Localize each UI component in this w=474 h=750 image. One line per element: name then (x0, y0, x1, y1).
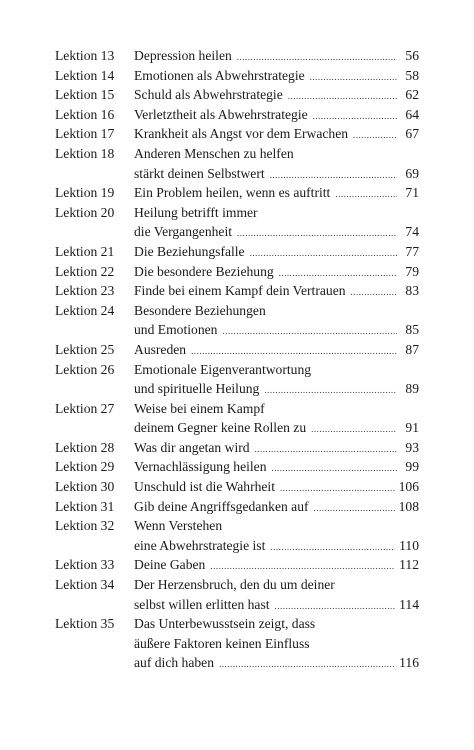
lesson-title: Weise bei einem Kampf (134, 400, 265, 416)
lesson-title: Verletztheit als Abwehrstrategie (134, 106, 308, 122)
lesson-title: Das Unterbewusstsein zeigt, dass (134, 616, 316, 632)
toc-text (134, 418, 419, 440)
lesson-label: Lektion 13 (55, 48, 115, 63)
toc-text (134, 653, 419, 675)
page-number: 93 (405, 439, 419, 455)
page-number: 79 (405, 263, 419, 279)
toc-entry (0, 516, 474, 555)
page-number: 89 (405, 381, 419, 397)
page-number: 116 (399, 655, 419, 671)
lesson-label: Lektion 20 (55, 204, 115, 220)
lesson-label: Lektion 16 (55, 106, 115, 122)
toc-text (134, 457, 419, 479)
lesson-label: Lektion 21 (55, 243, 115, 259)
lesson-label: Lektion 25 (55, 341, 115, 357)
toc-text (134, 66, 419, 88)
toc-entry (0, 203, 474, 242)
lesson-title: Anderen Menschen zu helfen (134, 145, 294, 161)
lesson-title: stärkt deinen Selbstwert (134, 165, 265, 181)
lesson-title: Unschuld ist die Wahrheit (134, 479, 275, 495)
page-number: 83 (405, 283, 419, 299)
lesson-label: Lektion 18 (55, 145, 115, 161)
lesson-label: Lektion 28 (55, 439, 115, 455)
toc-line (0, 144, 474, 164)
page-number: 99 (405, 459, 419, 475)
page-number: 67 (405, 126, 419, 142)
toc-text (134, 360, 419, 380)
toc-line (0, 105, 474, 125)
toc-line (0, 281, 474, 301)
lesson-title: Die besondere Beziehung (134, 263, 274, 279)
toc-entry (0, 614, 474, 673)
lesson-label: Lektion 14 (55, 67, 115, 83)
toc-line (0, 66, 474, 86)
toc-text (134, 164, 419, 186)
page-number: 114 (399, 596, 419, 612)
toc-text (134, 634, 419, 654)
page-number: 62 (405, 87, 419, 103)
page-number: 91 (405, 420, 419, 436)
toc-text (134, 340, 419, 362)
toc-line (0, 46, 474, 66)
toc-entry (0, 183, 474, 203)
toc-text (134, 203, 419, 223)
toc-text (134, 222, 419, 244)
lesson-title: Deine Gaben (134, 557, 206, 573)
toc-text (134, 438, 419, 460)
toc-entry (0, 575, 474, 614)
toc-entry (0, 85, 474, 105)
page-number: 87 (405, 341, 419, 357)
toc-entry (0, 66, 474, 86)
lesson-title: Emotionale Eigenverantwortung (134, 361, 312, 377)
page-number: 74 (405, 224, 419, 240)
lesson-label: Lektion 27 (55, 400, 115, 416)
toc-line (0, 595, 474, 615)
lesson-title: Vernachlässigung heilen (134, 459, 267, 475)
lesson-label: Lektion 32 (55, 518, 115, 534)
toc-entry (0, 360, 474, 399)
toc-text (134, 536, 419, 558)
toc-entry (0, 262, 474, 282)
lesson-title: Ein Problem heilen, wenn es auftritt (134, 185, 331, 201)
table-of-contents (0, 46, 474, 673)
lesson-label: Lektion 26 (55, 361, 115, 377)
lesson-label: Lektion 34 (55, 577, 115, 593)
toc-entry (0, 144, 474, 183)
lesson-title: Schuld als Abwehrstrategie (134, 87, 283, 103)
toc-line (0, 614, 474, 634)
lesson-label: Lektion 23 (55, 283, 115, 299)
toc-line (0, 536, 474, 556)
toc-text (134, 281, 419, 303)
page-number: 110 (399, 537, 419, 553)
toc-text (134, 497, 419, 519)
toc-text (134, 85, 419, 107)
toc-line (0, 653, 474, 673)
page-number: 85 (405, 322, 419, 338)
toc-line (0, 497, 474, 517)
toc-text (134, 183, 419, 205)
toc-text (134, 105, 419, 127)
page-number: 64 (405, 106, 419, 122)
toc-entry (0, 124, 474, 144)
lesson-title: Krankheit als Angst vor dem Erwachen (134, 126, 349, 142)
toc-text (134, 614, 419, 634)
toc-line (0, 477, 474, 497)
lesson-title: selbst willen erlitten hast (134, 596, 270, 612)
lesson-title: Wenn Verstehen (134, 518, 223, 534)
toc-entry (0, 340, 474, 360)
lesson-title: Emotionen als Abwehrstrategie (134, 67, 305, 83)
toc-line (0, 262, 474, 282)
lesson-label: Lektion 24 (55, 302, 115, 318)
toc-text (134, 399, 419, 419)
toc-text (134, 242, 419, 264)
toc-entry (0, 477, 474, 497)
lesson-title: Was dir angetan wird (134, 439, 250, 455)
lesson-label: Lektion 35 (55, 616, 115, 632)
toc-text (134, 301, 419, 321)
lesson-label: Lektion 30 (55, 479, 115, 495)
toc-line (0, 379, 474, 399)
lesson-label: Lektion 31 (55, 498, 115, 514)
lesson-title: äußere Faktoren keinen Einfluss (134, 635, 310, 651)
toc-line (0, 183, 474, 203)
page-number: 56 (405, 48, 419, 63)
toc-line (0, 634, 474, 654)
toc-line (0, 399, 474, 419)
toc-text (134, 555, 419, 577)
toc-line (0, 360, 474, 380)
page-number: 69 (405, 165, 419, 181)
toc-entry (0, 281, 474, 301)
dot-leader (219, 655, 395, 675)
toc-line (0, 340, 474, 360)
lesson-title: die Vergangenheit (134, 224, 233, 240)
lesson-label: Lektion 29 (55, 459, 115, 475)
page-number: 108 (398, 498, 419, 514)
lesson-title: auf dich haben (134, 655, 215, 671)
lesson-label: Lektion 19 (55, 185, 115, 201)
page-number: 112 (399, 557, 419, 573)
toc-entry (0, 555, 474, 575)
lesson-label: Lektion 33 (55, 557, 115, 573)
toc-text (134, 595, 419, 617)
lesson-title: und Emotionen (134, 322, 218, 338)
toc-text (134, 124, 419, 146)
toc-line (0, 555, 474, 575)
toc-entry (0, 399, 474, 438)
lesson-title: deinem Gegner keine Rollen zu (134, 420, 307, 436)
toc-text (134, 46, 419, 68)
toc-text (134, 379, 419, 401)
toc-entry (0, 301, 474, 340)
lesson-title: Finde bei einem Kampf dein Vertrauen (134, 283, 346, 299)
toc-entry (0, 105, 474, 125)
page-number: 77 (405, 243, 419, 259)
lesson-title: Heilung betrifft immer (134, 204, 258, 220)
lesson-label: Lektion 15 (55, 87, 115, 103)
toc-line (0, 124, 474, 144)
toc-entry (0, 242, 474, 262)
toc-line (0, 301, 474, 321)
page-number: 58 (405, 67, 419, 83)
lesson-title: Ausreden (134, 341, 187, 357)
toc-line (0, 164, 474, 184)
toc-entry (0, 457, 474, 477)
lesson-title: Gib deine Angriffsgedanken auf (134, 498, 309, 514)
toc-line (0, 575, 474, 595)
toc-line (0, 242, 474, 262)
toc-line (0, 418, 474, 438)
toc-line (0, 438, 474, 458)
page-number: 71 (405, 185, 419, 201)
toc-entry (0, 438, 474, 458)
toc-entry (0, 46, 474, 66)
lesson-label: Lektion 22 (55, 263, 115, 279)
toc-line (0, 457, 474, 477)
toc-entry (0, 497, 474, 517)
lesson-title: Depression heilen (134, 48, 232, 63)
toc-line (0, 222, 474, 242)
lesson-title: und spirituelle Heilung (134, 381, 260, 397)
toc-text (134, 320, 419, 342)
toc-text (134, 516, 419, 536)
lesson-title: Besondere Beziehungen (134, 302, 266, 318)
toc-text (134, 575, 419, 595)
page-number: 106 (398, 479, 419, 495)
lesson-label: Lektion 17 (55, 126, 115, 142)
lesson-title: eine Abwehrstrategie ist (134, 537, 266, 553)
toc-line (0, 320, 474, 340)
toc-line (0, 516, 474, 536)
toc-text (134, 262, 419, 284)
lesson-title: Die Beziehungsfalle (134, 243, 245, 259)
toc-line (0, 203, 474, 223)
toc-text (134, 144, 419, 164)
lesson-title: Der Herzensbruch, den du um deiner (134, 577, 335, 593)
toc-line (0, 85, 474, 105)
toc-text (134, 477, 419, 499)
